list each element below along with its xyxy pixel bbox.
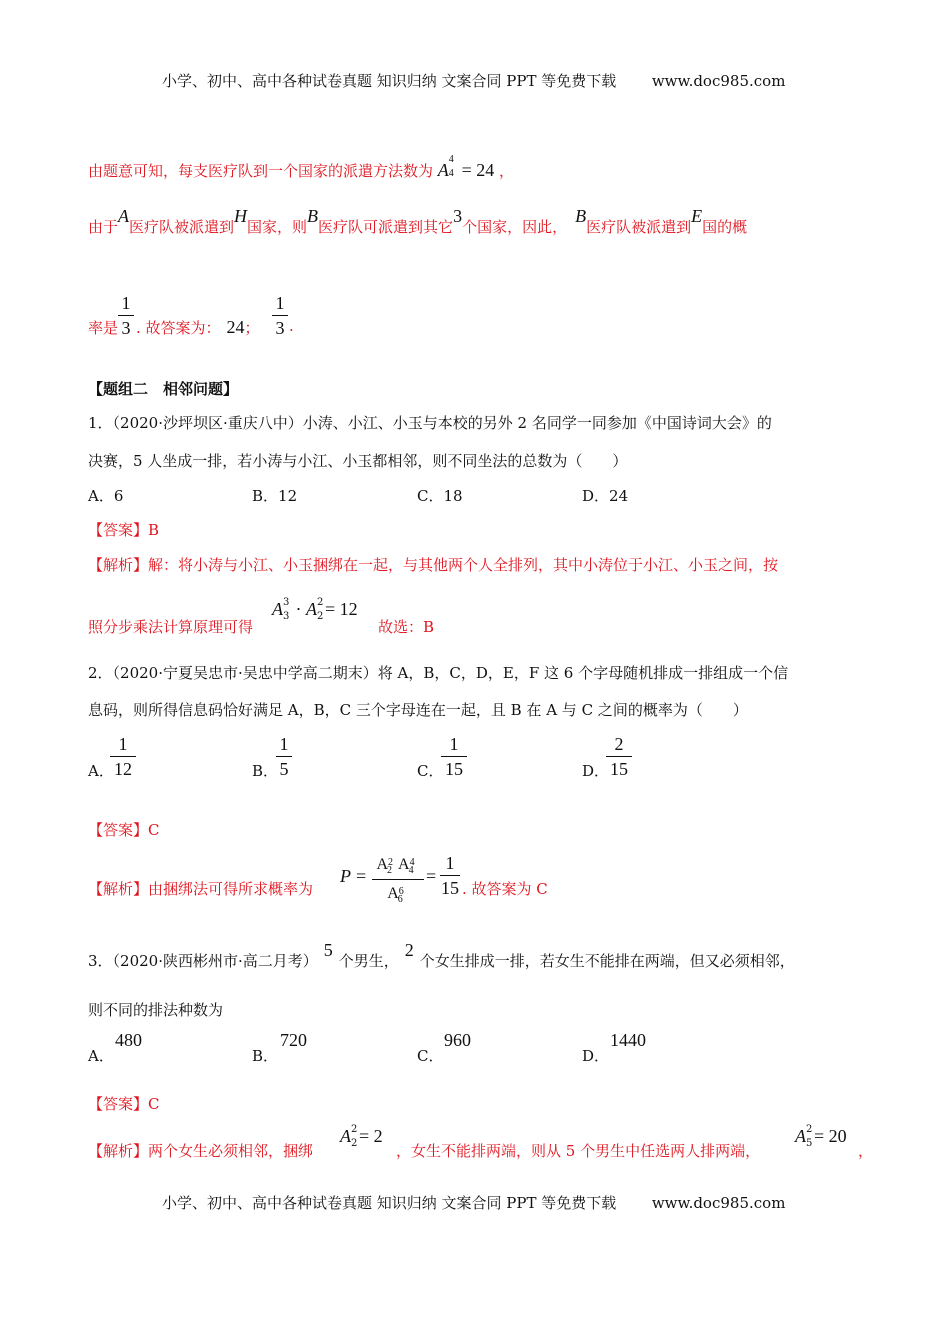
frac-bar bbox=[440, 875, 460, 876]
frac-bar bbox=[606, 756, 632, 757]
q1-option-b[interactable]: B．12 bbox=[252, 487, 298, 505]
q2-analysis bbox=[88, 878, 313, 899]
q3-option-d-letter[interactable]: D． bbox=[582, 1047, 610, 1065]
prev-l3-b: . 故答案为： bbox=[136, 319, 221, 337]
math-eq-12: = 12 bbox=[325, 599, 358, 619]
analysis-label: 【解析】 bbox=[88, 1142, 149, 1160]
q3-l1-a: 3．（2020·陕西彬州市·高二月考） bbox=[88, 952, 318, 970]
q3-answer: 【答案】C bbox=[88, 1095, 160, 1113]
frac-num: 2 bbox=[614, 734, 624, 754]
q2-analysis-a: 由捆绑法可得所求概率为 bbox=[148, 880, 314, 898]
prev-line3-end bbox=[289, 317, 294, 335]
math-a33-a22: A 3 3 · A 2 2 = 12 bbox=[272, 597, 358, 622]
prev-l2-d: 医疗队可派遣到其它 bbox=[318, 218, 454, 236]
math-eq-sign: = bbox=[356, 866, 367, 886]
analysis-label: 【解析】 bbox=[88, 556, 149, 574]
frac-den: 15 bbox=[445, 759, 463, 779]
prev-l3-a: 率是 bbox=[88, 319, 119, 337]
page-footer bbox=[162, 1192, 785, 1213]
prev-line2 bbox=[88, 206, 748, 237]
prev-l2-a: 由于 bbox=[88, 218, 119, 236]
math-2: 2 bbox=[404, 940, 414, 960]
prev-l3-d: . bbox=[289, 317, 294, 335]
prev-line3 bbox=[88, 317, 118, 338]
prev-l2-b: 医疗队被派遣到 bbox=[129, 218, 235, 236]
frac-num: 1 bbox=[449, 734, 459, 754]
frac-bar bbox=[110, 756, 136, 757]
q3-analysis bbox=[88, 1140, 313, 1161]
prev-l2-g: 国的概 bbox=[702, 218, 748, 236]
prev-l3-c: ； bbox=[244, 319, 260, 337]
q2-option-c-frac[interactable] bbox=[441, 733, 467, 780]
math-24: 24 bbox=[226, 317, 245, 337]
frac-den: 3 bbox=[121, 318, 131, 338]
q3-analysis-a: 两个女生必须相邻，捆绑 bbox=[148, 1142, 314, 1160]
math-a44: A 4 4 bbox=[437, 154, 454, 180]
frac-den: 15 bbox=[441, 878, 459, 898]
frac-bar bbox=[118, 315, 134, 316]
math-eq-2: = 2 bbox=[359, 1126, 383, 1146]
q3-l1-c: 个女生排成一排，若女生不能排在两端，但又必须相邻， bbox=[419, 952, 795, 970]
q2-option-d-letter[interactable]: D． bbox=[582, 762, 610, 780]
q1-line1: 1．（2020·沙坪坝区·重庆八中）小涛、小江、小玉与本校的另外 2 名同学一同参加《中国诗词大会》的 bbox=[88, 414, 772, 432]
q3-analysis-end: ， bbox=[858, 1142, 874, 1160]
frac-den: 12 bbox=[114, 759, 132, 779]
frac-den: 3 bbox=[275, 318, 285, 338]
q2-option-b-frac[interactable] bbox=[276, 733, 292, 780]
prev-line1-text: 由题意可知，每支医疗队到一个国家的派遣方法数为 bbox=[88, 162, 434, 180]
prev-l2-c: 国家，则 bbox=[247, 218, 308, 236]
math-frac-a22a44-a66: $A^2_2$ $A^4_4$ $A^6_6$ bbox=[372, 852, 424, 907]
q2-analysis-end: . 故答案为 C bbox=[462, 880, 548, 898]
q1-line2: 决赛，5 人坐成一排，若小涛与小江、小玉都相邻，则不同坐法的总数为（ ） bbox=[88, 452, 628, 470]
q1-analysis-line1 bbox=[88, 554, 778, 575]
q1-analysis1: 解：将小涛与小江、小玉捆绑在一起，与其他两个人全排列，其中小涛位于小江、小玉之间，按 bbox=[148, 556, 779, 574]
math-a52: A 2 5 = 20 bbox=[795, 1124, 847, 1149]
q3-option-b-letter[interactable]: B． bbox=[252, 1047, 279, 1065]
prev-line1 bbox=[88, 154, 515, 181]
q3-option-b-value[interactable]: 720 bbox=[280, 1030, 307, 1050]
analysis-label: 【解析】 bbox=[88, 880, 149, 898]
prev-l2-f: 医疗队被派遣到 bbox=[586, 218, 692, 236]
frac-num: 1 bbox=[279, 734, 289, 754]
q3-option-c-letter[interactable]: C． bbox=[417, 1047, 444, 1065]
q2-option-a-letter[interactable]: A． bbox=[88, 762, 114, 780]
q1-option-c[interactable]: C．18 bbox=[417, 487, 463, 505]
frac-num: 1 bbox=[275, 293, 285, 313]
q2-answer: 【答案】C bbox=[88, 821, 160, 839]
frac-bar bbox=[276, 756, 292, 757]
q3-line2: 则不同的排法种数为 bbox=[88, 1001, 224, 1019]
prev-line3-b bbox=[136, 317, 260, 338]
footer-text: 小学、初中、高中各种试卷真题 知识归纳 文案合同 PPT 等免费下载 bbox=[162, 1194, 617, 1212]
q2-line2: 息码，则所得信息码恰好满足 A，B，C 三个字母连在一起，且 B 在 A 与 C 之间的概率为（ ） bbox=[88, 701, 748, 719]
q3-line1 bbox=[88, 940, 795, 971]
q2-option-c-letter[interactable]: C． bbox=[417, 762, 444, 780]
q2-line1: 2．（2020·宁夏吴忠市·吴忠中学高二期末）将 A，B，C，D，E，F 这 6 个字母随机排成一排组成一个信 bbox=[88, 664, 789, 682]
frac-den: 5 bbox=[279, 759, 289, 779]
page-header bbox=[162, 70, 785, 91]
q1-option-d[interactable]: D．24 bbox=[582, 487, 629, 505]
fraction-one-third-2 bbox=[272, 292, 288, 339]
prev-line1-end: ， bbox=[499, 162, 515, 180]
frac-num: 1 bbox=[445, 853, 455, 873]
math-H: H bbox=[234, 206, 248, 226]
math-P: P bbox=[340, 866, 351, 886]
q3-l1-b: 个男生， bbox=[338, 952, 399, 970]
header-url[interactable]: www.doc985.com bbox=[651, 72, 786, 90]
prev-l2-e: 个国家，因此， bbox=[462, 218, 568, 236]
math-A: A bbox=[118, 206, 130, 226]
math-E: E bbox=[691, 206, 703, 226]
math-frac-1-15 bbox=[440, 852, 460, 899]
q3-option-d-value[interactable]: 1440 bbox=[610, 1030, 646, 1050]
q1-analysis-line2 bbox=[88, 616, 253, 637]
q3-option-a-letter[interactable]: A． bbox=[88, 1047, 114, 1065]
q3-analysis-b: ，女生不能排两端，则从 5 个男生中任选两人排两端， bbox=[396, 1142, 761, 1160]
footer-url[interactable]: www.doc985.com bbox=[651, 1194, 786, 1212]
header-text: 小学、初中、高中各种试卷真题 知识归纳 文案合同 PPT 等免费下载 bbox=[162, 72, 617, 90]
q1-answer: 【答案】B bbox=[88, 521, 160, 539]
q1-analysis-end: 故选：B bbox=[378, 618, 435, 636]
fraction-one-third-1 bbox=[118, 292, 134, 339]
q2-option-d-frac[interactable] bbox=[606, 733, 632, 780]
frac-den: 15 bbox=[610, 759, 628, 779]
math-eq-24: = 24 bbox=[461, 160, 495, 180]
math-eq-sign-2: = bbox=[426, 866, 437, 886]
q2-option-b-letter[interactable]: B． bbox=[252, 762, 279, 780]
math-3: 3 bbox=[453, 206, 463, 226]
math-B: B bbox=[307, 206, 319, 226]
q3-option-a-value[interactable]: 480 bbox=[115, 1030, 142, 1050]
math-a22: A 2 2 = 2 bbox=[340, 1124, 383, 1149]
frac-bar bbox=[372, 879, 424, 880]
q2-option-a-frac[interactable] bbox=[110, 733, 136, 780]
q1-option-a[interactable]: A．6 bbox=[88, 487, 124, 505]
math-eq-20: = 20 bbox=[814, 1126, 847, 1146]
group-title: 【题组二 相邻问题】 bbox=[88, 380, 239, 398]
q3-option-c-value[interactable]: 960 bbox=[444, 1030, 471, 1050]
frac-num: 1 bbox=[118, 734, 128, 754]
math-5: 5 bbox=[323, 940, 333, 960]
q1-analysis2: 照分步乘法计算原理可得 bbox=[88, 618, 254, 636]
math-B2: B bbox=[575, 206, 587, 226]
frac-num: 1 bbox=[121, 293, 131, 313]
frac-bar bbox=[272, 315, 288, 316]
frac-bar bbox=[441, 756, 467, 757]
